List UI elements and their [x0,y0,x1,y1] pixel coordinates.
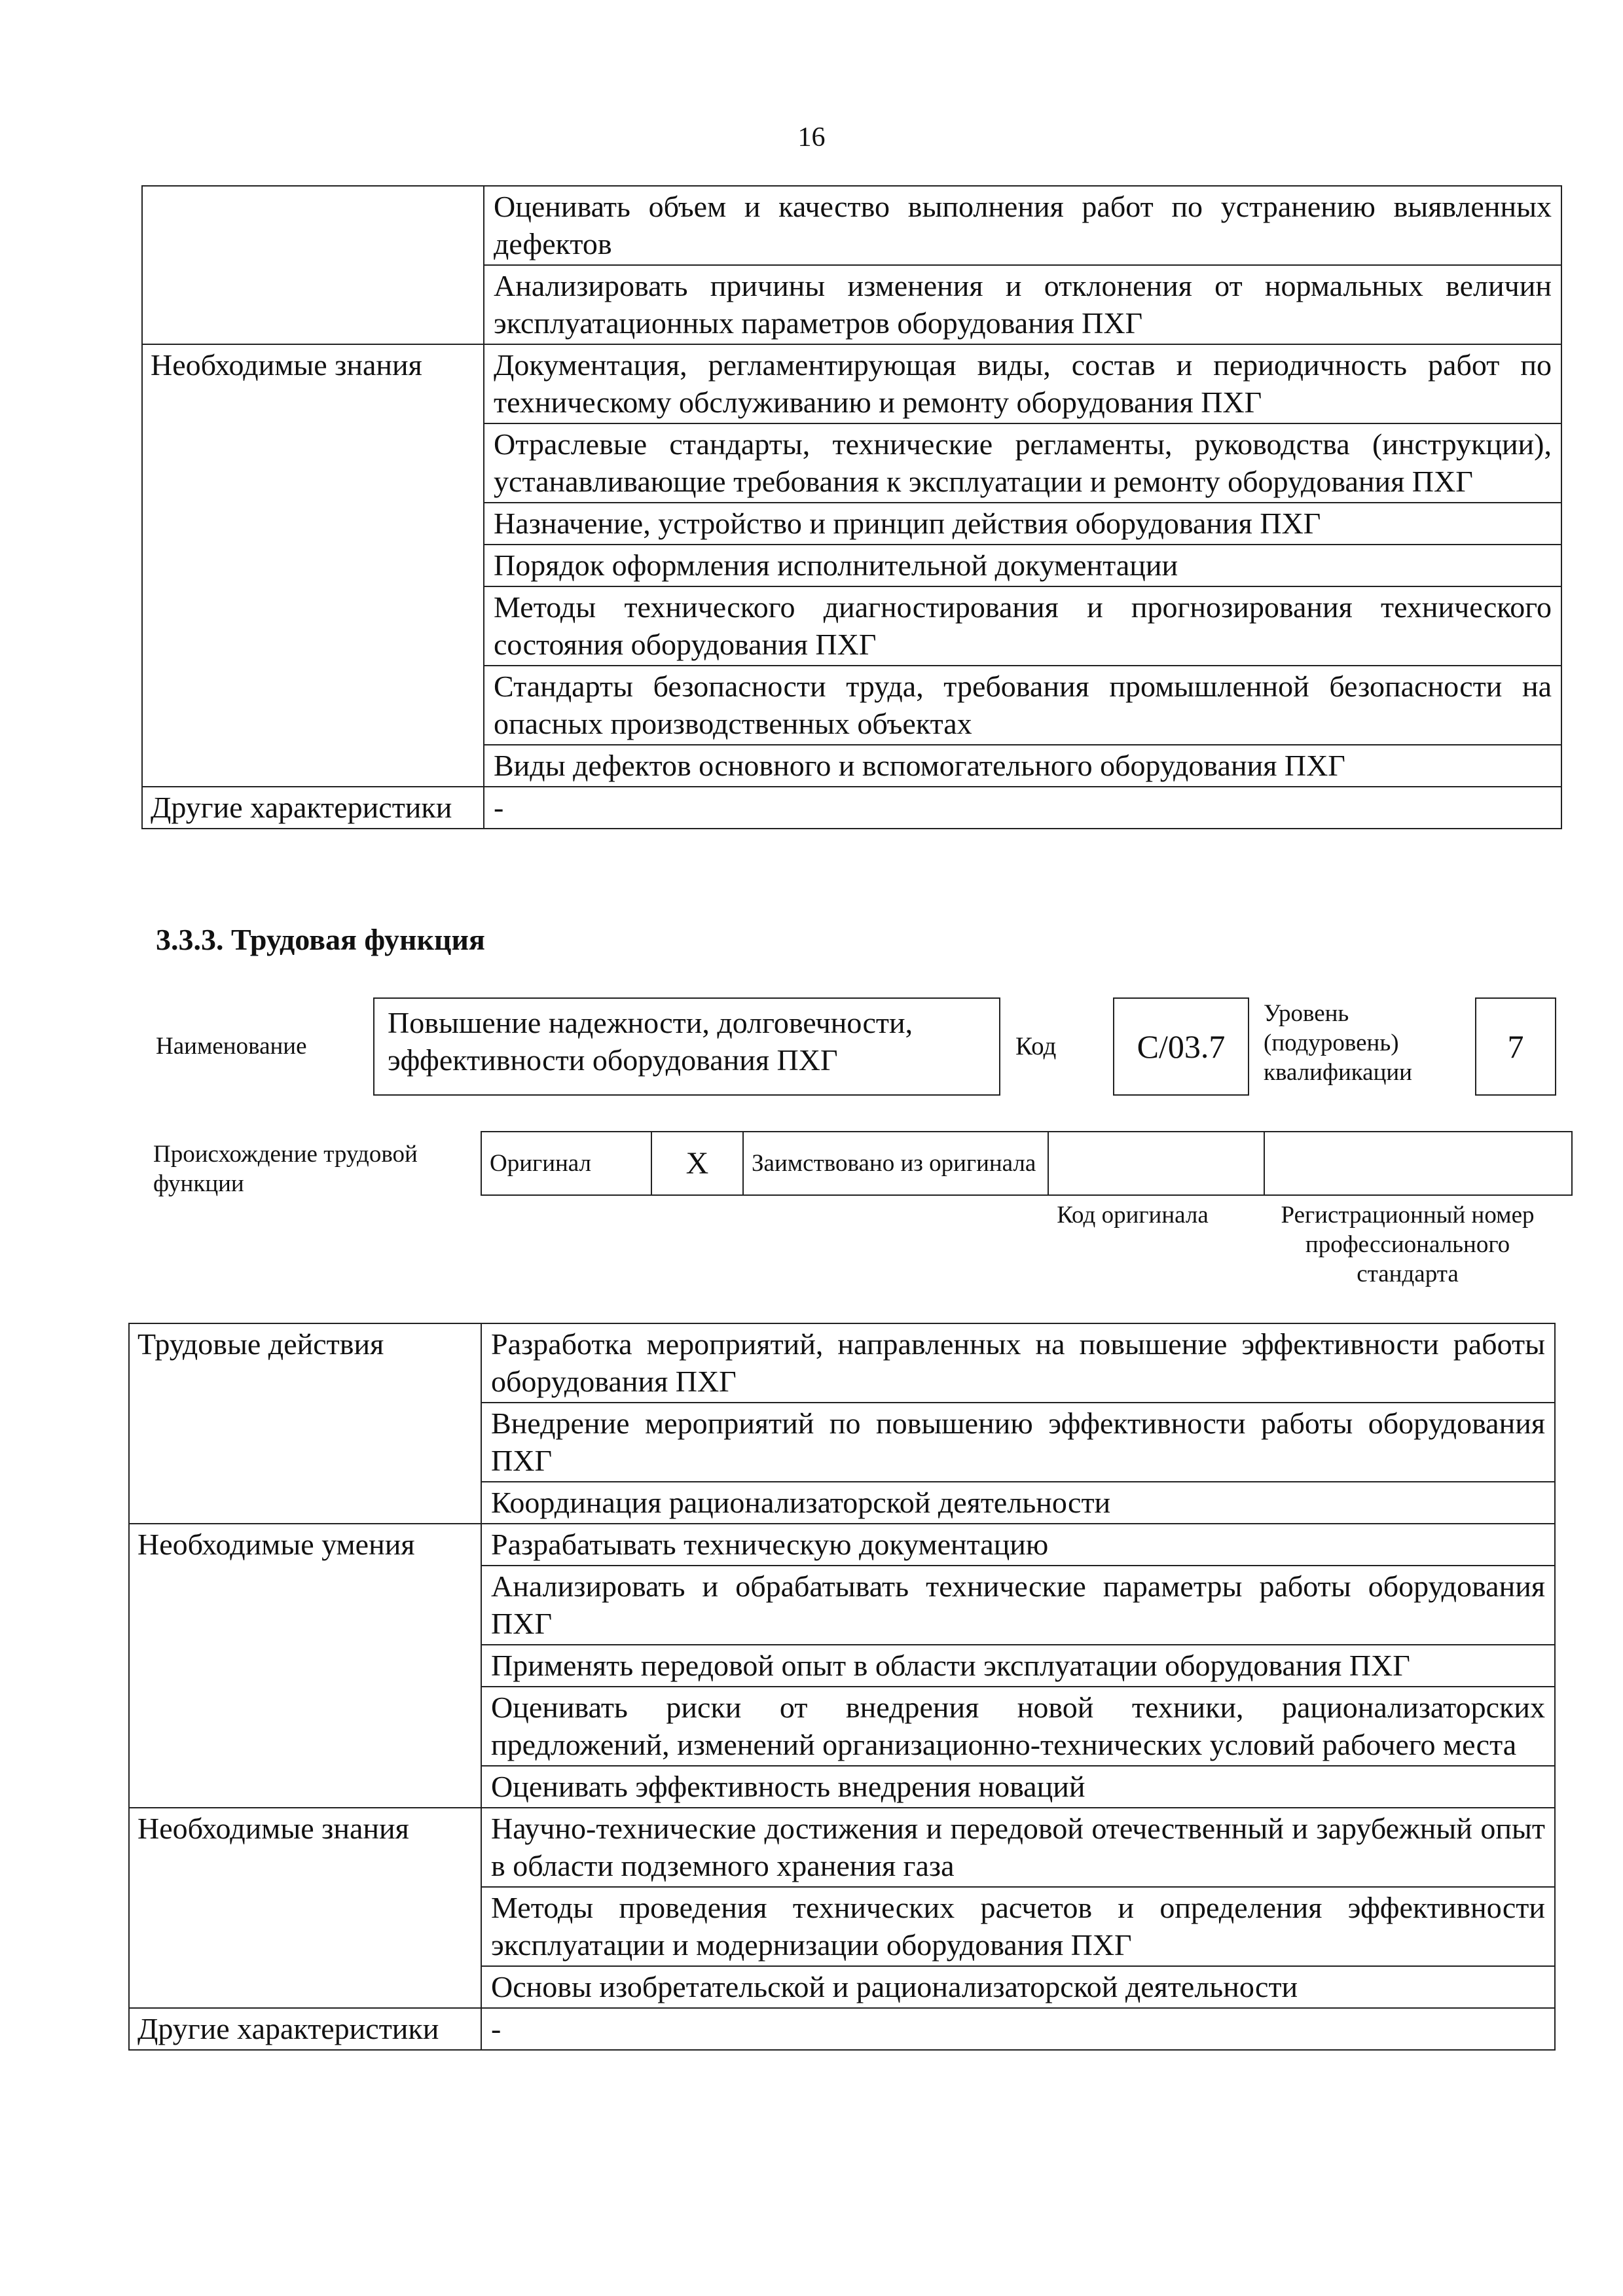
original-label: Оригинал [490,1150,592,1177]
origin-table [481,1131,1573,1196]
reg-number-caption: Регистрационный номер профессионального стандарта [1281,1202,1535,1287]
requirement-item: Оценивать объем и качество выполнения работ по устранению выявленных дефектов [484,186,1561,265]
row-label-cell: Необходимые знания [129,1808,481,2008]
borrowed-label: Заимствовано из оригинала [752,1150,1036,1177]
requirement-item: Методы технического диагностирования и прогнозирования технического состояния оборудования ПХГ [484,586,1561,666]
requirement-item: Научно-технические достижения и передовой отечественный и зарубежный опыт в области подземного хранения газа [481,1808,1555,1887]
requirement-item: - [481,2008,1555,2050]
original-code-cell [1048,1132,1264,1195]
table-row [142,344,1561,423]
row-label-cell: Необходимые умения [129,1524,481,1808]
code-value: C/03.7 [1137,1028,1226,1065]
row-label-cell [142,186,484,344]
row-label-cell: Другие характеристики [142,787,484,829]
table-row [129,1524,1555,1566]
requirement-item: Внедрение мероприятий по повышению эффективности работы оборудования ПХГ [481,1403,1555,1482]
borrowed-cell [743,1132,1048,1195]
level-box [1475,997,1556,1096]
requirement-item: Стандарты безопасности труда, требования промышленной безопасности на опасных производственных объектах [484,666,1561,745]
requirement-item: Назначение, устройство и принцип действия оборудования ПХГ [484,503,1561,545]
function-name-box [373,997,1000,1096]
table-row [142,186,1561,265]
requirement-item: Порядок оформления исполнительной документации [484,545,1561,586]
table-row [129,1323,1555,1403]
requirement-item: Анализировать причины изменения и отклонения от нормальных величин эксплуатационных параметров оборудования ПХГ [484,265,1561,344]
requirement-item: Отраслевые стандарты, технические регламенты, руководства (инструкции), устанавливающие требования к эксплуатации и ремонту оборудования ПХГ [484,423,1561,503]
requirement-item: Оценивать риски от внедрения новой техники, рационализаторских предложений, изменений организационно-технических условий рабочего места [481,1687,1555,1766]
requirement-item: Применять передовой опыт в области эксплуатации оборудования ПХГ [481,1645,1555,1687]
code-label: Код [1015,1032,1057,1060]
original-code-caption: Код оригинала [1057,1202,1209,1229]
section-title: 3.3.3. Трудовая функция [156,923,485,956]
bottom-table-body [129,1323,1555,2050]
qualification-level-label: Уровень (подуровень) квалификации [1264,1000,1412,1086]
original-mark-cell [651,1132,743,1195]
level-value: 7 [1507,1028,1524,1065]
original-cell [481,1132,651,1195]
labor-function-table [128,1323,1556,2051]
table-row [129,2008,1555,2050]
page-number: 16 [797,122,826,152]
code-box [1113,997,1249,1096]
requirement-item: Оценивать эффективность внедрения новаций [481,1766,1555,1808]
table-row [129,1808,1555,1887]
table-row [142,787,1561,829]
top-table-body [142,186,1561,829]
row-label-cell: Необходимые знания [142,344,484,787]
row-label-cell: Трудовые действия [129,1323,481,1524]
row-label-cell: Другие характеристики [129,2008,481,2050]
requirement-item: Методы проведения технических расчетов и определения эффективности эксплуатации и модернизации оборудования ПХГ [481,1887,1555,1966]
requirement-item: Виды дефектов основного и вспомогательного оборудования ПХГ [484,745,1561,787]
requirement-item: - [484,787,1561,829]
requirement-item: Разрабатывать техническую документацию [481,1524,1555,1566]
requirement-item: Документация, регламентирующая виды, состав и периодичность работ по техническому обслуживанию и ремонту оборудования ПХГ [484,344,1561,423]
name-label: Наименование [156,1033,307,1060]
top-requirements-table [141,185,1562,829]
reg-number-cell [1264,1132,1572,1195]
requirement-item: Разработка мероприятий, направленных на повышение эффективности работы оборудования ПХГ [481,1323,1555,1403]
requirement-item: Координация рационализаторской деятельности [481,1482,1555,1524]
original-mark: X [685,1146,709,1181]
requirement-item: Анализировать и обрабатывать технические параметры работы оборудования ПХГ [481,1566,1555,1645]
origin-label: Происхождение трудовой функции [153,1141,418,1197]
function-name-value: Повышение надежности, долговечности, эффективности оборудования ПХГ [388,1006,913,1077]
requirement-item: Основы изобретательской и рационализаторской деятельности [481,1966,1555,2008]
